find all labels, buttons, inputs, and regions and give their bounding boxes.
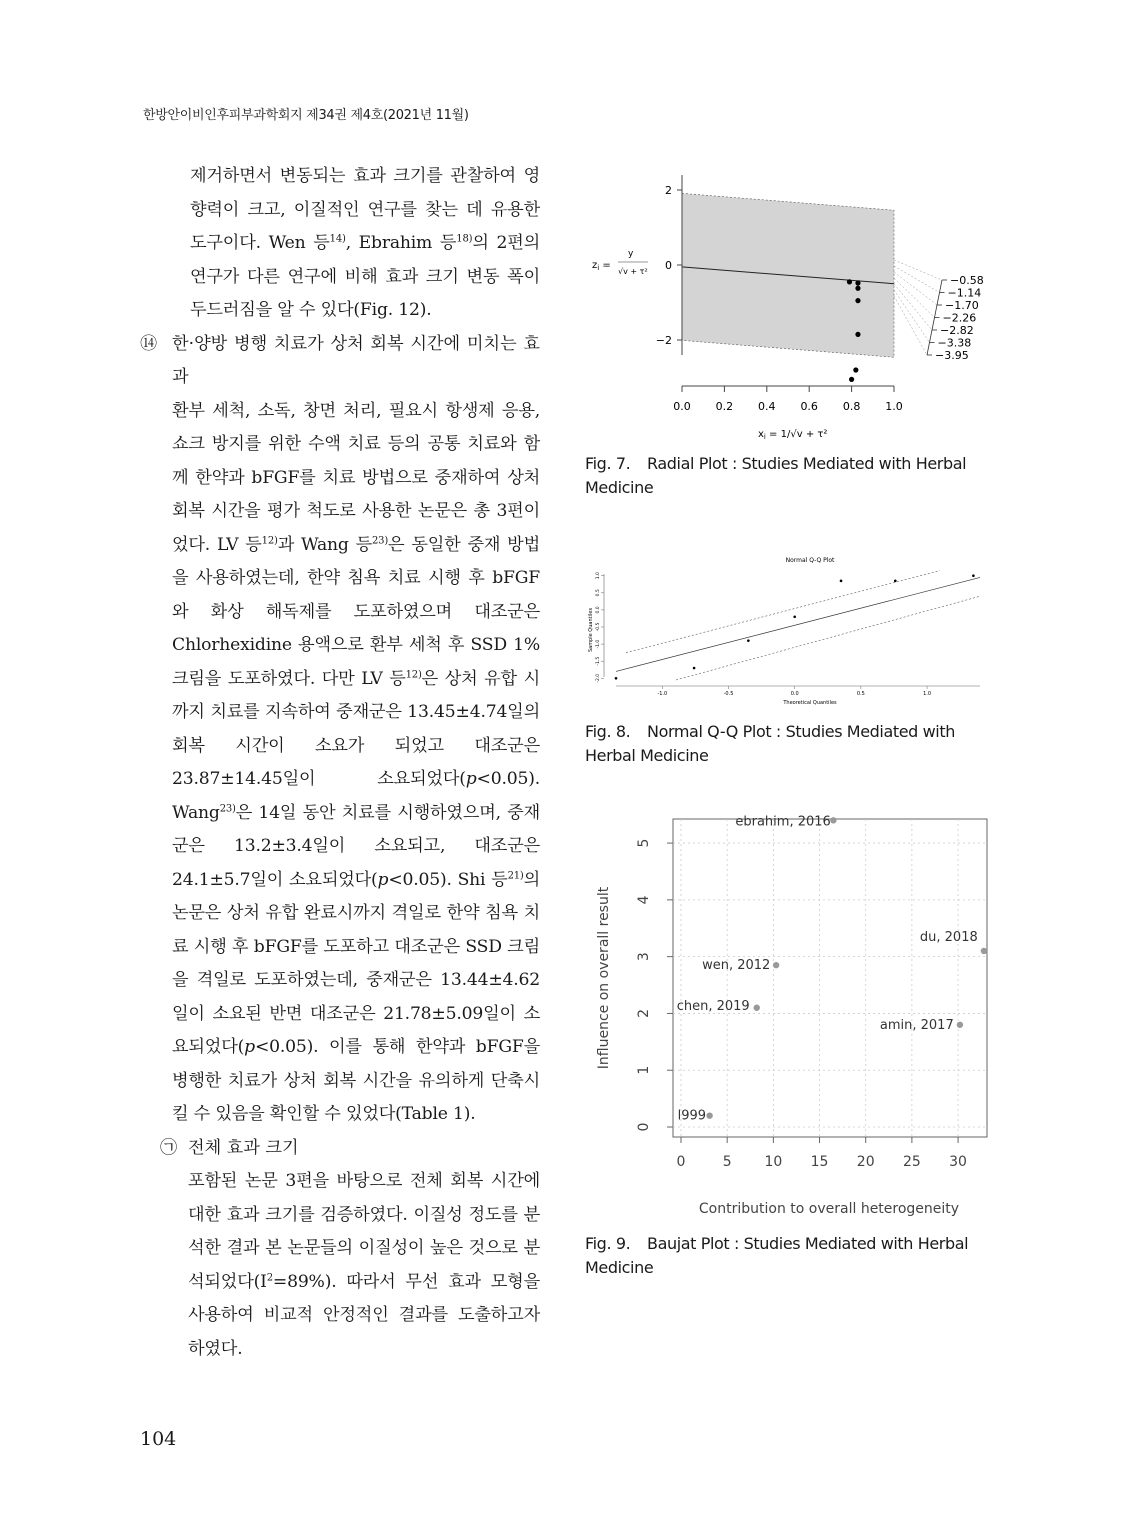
paragraph-3: 포함된 논문 3편을 바탕으로 전체 회복 시간에 대한 효과 크기를 검증하였다. 이질성 정도를 분석한 결과 본 논문들의 이질성이 높은 것으로 분석되었다$(I^2=89\%)$. 따라서 무선 효과 모형을 사용하여 비교적 안정적인 결과를 도출하고자 하였다.: [188, 1171, 540, 1359]
baujat-point: [830, 817, 836, 823]
qq-y-tick-label: -1.5: [596, 656, 601, 666]
baujat-y-tick-label: 2: [636, 1008, 652, 1018]
scale-label: −0.58: [950, 274, 984, 287]
scale-label: −2.82: [940, 324, 974, 337]
y-label-denominator: √v + τ²: [618, 267, 648, 276]
baujat-plot: [580, 812, 1000, 1222]
baujat-point-label: ebrahim, 2016: [735, 814, 831, 830]
y-label-numerator: y: [628, 249, 634, 259]
qq-point: [693, 667, 696, 670]
qq-point: [972, 574, 975, 577]
qq-point: [747, 639, 750, 642]
radial-point: [853, 367, 858, 372]
subsection-heading: [140, 1132, 540, 1166]
qq-point: [615, 677, 618, 680]
baujat-y-tick-label: 3: [636, 952, 652, 962]
x-tick-label: 0.0: [673, 400, 691, 413]
baujat-point: [981, 948, 987, 954]
radial-point: [849, 377, 854, 382]
baujat-point-label: du, 2018: [919, 929, 978, 945]
baujat-y-tick-label: 1: [636, 1065, 652, 1075]
baujat-xlabel: Contribution to overall heterogeneity: [698, 1201, 960, 1217]
scale-label: −1.14: [947, 286, 982, 300]
qq-point: [840, 580, 843, 583]
qq-reference-line: [616, 577, 980, 671]
baujat-point: [773, 962, 779, 968]
plot-frame: [673, 819, 987, 1137]
baujat-x-tick-label: 10: [764, 1154, 783, 1170]
scale-guide: [894, 284, 932, 330]
fig7-caption: Fig. 7. Radial Plot : Studies Mediated with Herbal Medicine: [585, 454, 967, 497]
qq-x-tick-label: 0.5: [856, 691, 865, 697]
baujat-y-tick-label: 5: [636, 838, 652, 848]
baujat-point-label: l999: [677, 1108, 707, 1124]
radial-point: [855, 280, 860, 285]
qq-ylabel: Sample Quantiles: [588, 607, 594, 653]
baujat-x-tick-label: 30: [949, 1154, 967, 1170]
scale-guide: [894, 266, 940, 293]
heading-text: 한·양방 병행 치료가 상처 회복 시간에 미치는 효과: [172, 333, 540, 387]
qq-x-tick-label: -1.0: [657, 691, 668, 697]
x-tick-label: 0.6: [800, 400, 818, 413]
radial-point: [855, 286, 860, 291]
qq-plot: [580, 552, 1000, 707]
x-tick-label: 1.0: [885, 400, 903, 413]
scale-label: −1.70: [945, 299, 979, 312]
radial-point: [855, 332, 860, 337]
baujat-point-label: amin, 2017: [879, 1017, 954, 1033]
qq-title: Normal Q-Q Plot: [785, 557, 835, 564]
heading-marker: ⑭: [140, 333, 158, 354]
section-heading-14: [140, 328, 540, 395]
x-tick-label: 0.4: [758, 400, 776, 413]
qq-lower-band: [676, 596, 980, 680]
baujat-ylabel: Influence on overall result: [596, 886, 612, 1070]
x-label: $x_i = 1/√v + \tau^2$: [758, 429, 828, 441]
qq-point: [894, 580, 897, 583]
baujat-x-tick-label: 5: [722, 1154, 732, 1170]
fig9-caption: Fig. 9. Baujat Plot : Studies Mediated with Herbal Medicine: [585, 1234, 969, 1277]
page-number: 104: [140, 1428, 177, 1450]
qq-x-tick-label: -0.5: [723, 691, 734, 697]
y-tick-label: −2: [655, 334, 672, 347]
baujat-point: [957, 1022, 963, 1028]
baujat-y-tick-label: 0: [636, 1122, 652, 1132]
baujat-x-tick-label: 0: [676, 1154, 686, 1170]
qq-point: [793, 615, 796, 618]
qq-y-tick-label: -2.0: [596, 673, 601, 683]
x-tick-label: 0.8: [842, 400, 861, 413]
subheading-text: 전체 효과 크기: [188, 1137, 299, 1158]
scale-guide: [894, 278, 935, 318]
baujat-point: [754, 1005, 760, 1011]
baujat-point-label: chen, 2019: [676, 998, 750, 1014]
y-tick-label: 2: [665, 184, 672, 197]
qq-y-tick-label: -1.0: [596, 639, 601, 649]
qq-x-tick-label: 1.0: [923, 691, 932, 697]
scale-label: −3.95: [935, 349, 969, 362]
qq-y-tick-label: 0.0: [596, 606, 601, 614]
radial-plot: [580, 170, 1000, 445]
baujat-x-tick-label: 20: [856, 1154, 875, 1170]
left-column: [140, 160, 540, 1366]
scale-label: −2.26: [942, 311, 977, 325]
baujat-point-label: wen, 2012: [702, 958, 771, 974]
baujat-y-tick-label: 4: [636, 895, 652, 905]
qq-y-tick-label: 0.5: [596, 589, 601, 597]
scale-guide: [894, 296, 927, 355]
x-tick-label: 0.2: [715, 400, 734, 413]
baujat-x-tick-label: 15: [810, 1154, 829, 1170]
y-tick-label: 0: [665, 259, 672, 272]
baujat-point: [706, 1112, 712, 1118]
qq-xlabel: Theoretical Quantiles: [783, 700, 837, 706]
paragraph-1: 제거하면서 변동되는 효과 크기를 관찰하여 영향력이 크고, 이질적인 연구를 찾는 데 유용한 도구이다. Wen 등$^{14)}$, Ebrahim 등$^{18)}$의 2편의 연구가 다른 연구에 비해 효과 크기 변동 폭이 두드러짐을 알 수 있다(Fig. 12).: [190, 166, 541, 320]
paragraph-2: 환부 세척, 소독, 창면 처리, 필요시 항생제 응용, 쇼크 방지를 위한 수액 치료 등의 공통 치료와 함께 한약과 bFGF를 치료 방법으로 중재하여 상처 회복 시간을 평가 척도로 사용한 논문은 총 3편이었다. LV 등$^{12)}$과 Wang 등$^{23)}$은 동일한 중재 방법을 사용하였는데, 한약 침욕 치료 시행 후 bFGF와 화상 해독제를 도포하였으며 대조군은 Chlorhexidine 용액으로 환부 세척 후 SSD 1% 크림을 도포하였다. 다만 LV 등$^{12)}$은 상처 유합 시까지 치료를 지속하여 중재군은 13.45±4.74일의 회복 시간이 소요가 되었고 대조군은 23.87±14.45일이 소요되었다(p<0.05). Wang$^{23)}$은 14일 동안 치료를 시행하였으며, 중재군은 13.2±3.4일이 소요되고, 대조군은 24.1±5.7일이 소요되었다(p<0.05). Shi 등$^{21)}$의 논문은 상처 유합 완료시까지 격일로 한약 침욕 치료 시행 후 bFGF를 도포하고 대조군은 SSD 크림을 격일로 도포하였는데, 중재군은 13.44±4.62일이 소요된 반면 대조군은 21.78±5.09일이 소요되었다(p<0.05). 이를 통해 한약과 bFGF을 병행한 치료가 상처 회복 시간을 유의하게 단축시킬 수 있음을 확인할 수 있었다(Table 1).: [172, 400, 540, 1124]
running-header: 한방안이비인후피부과학회지 제34권 제4호(2021년 11월): [143, 108, 469, 123]
scale-label: −3.38: [937, 336, 972, 350]
scale-guide: [894, 290, 930, 343]
qq-upper-band: [626, 571, 940, 653]
radial-point: [847, 279, 852, 284]
qq-x-tick-label: 0.0: [790, 691, 799, 697]
fig8-caption: Fig. 8. Normal Q-Q Plot : Studies Mediated with Herbal Medicine: [585, 722, 955, 765]
qq-y-tick-label: 1.0: [596, 572, 601, 580]
subheading-marker: ㉠: [160, 1137, 178, 1158]
y-label-z: $z_i$ =: [592, 260, 611, 272]
baujat-x-tick-label: 25: [902, 1154, 921, 1170]
qq-y-tick-label: -0.5: [596, 622, 601, 632]
radial-point: [855, 298, 860, 303]
scale-guide: [894, 272, 937, 305]
